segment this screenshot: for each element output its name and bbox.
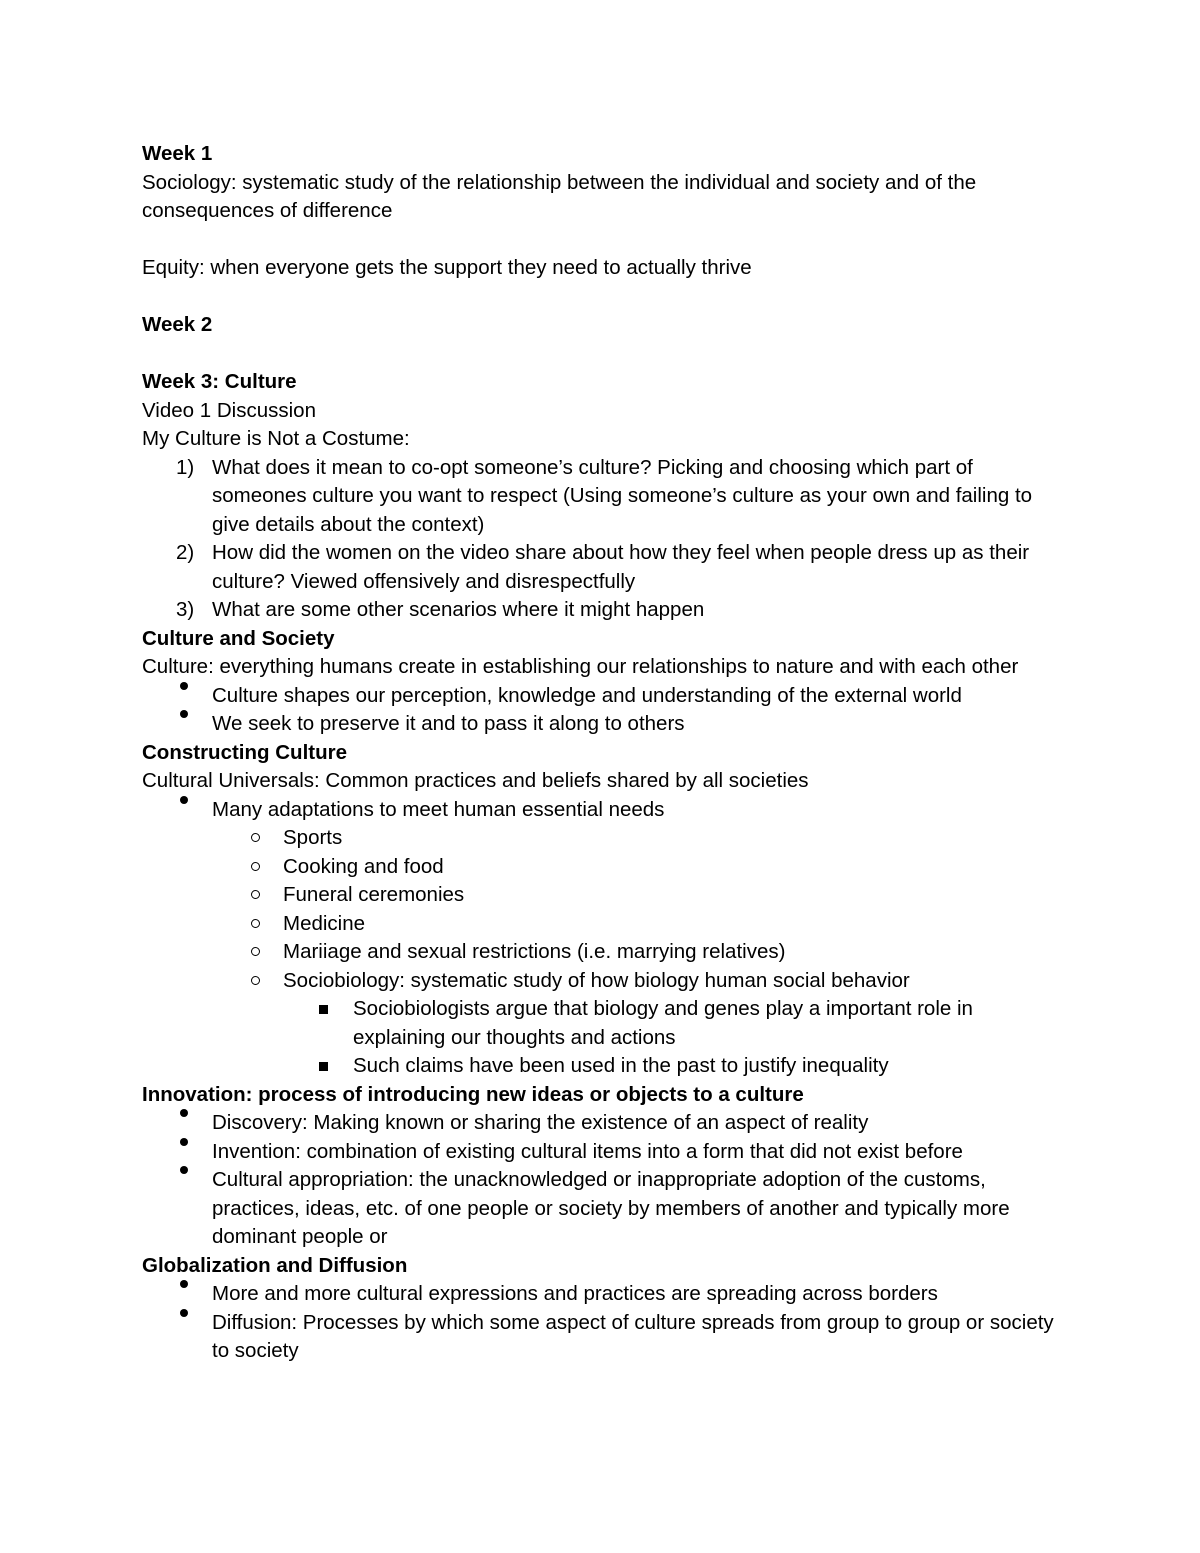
bullet-square-icon	[319, 1005, 328, 1014]
costume-label: My Culture is Not a Costume:	[142, 427, 410, 450]
bullet-item	[142, 1138, 1062, 1167]
sub-bullet-text: Sports	[283, 826, 343, 849]
list-item-text: What are some other scenarios where it might happen	[212, 598, 705, 621]
culture-definition: Culture: everything humans create in establishing our relationships to nature and with each other	[142, 655, 1019, 678]
sub-bullet-text: Sociobiology: systematic study of how biology human social behavior	[283, 968, 910, 992]
sub-bullet-item	[142, 881, 1062, 910]
sub-bullet-item	[142, 853, 1062, 882]
bullet-item	[142, 682, 1062, 711]
document-body	[142, 140, 1062, 1366]
bullet-text: Cultural appropriation: the unacknowledged or inappropriate adoption of the customs, practices, ideas, etc. of one people or society by members of another and typically more dominant people or	[212, 1168, 1010, 1248]
bullet-circle-icon	[251, 862, 260, 871]
bullet-dot-icon	[180, 1109, 188, 1117]
culture-society-heading: Culture and Society	[142, 626, 335, 650]
bullet-text: Invention: combination of existing cultural items into a form that did not exist before	[212, 1139, 963, 1163]
sociology-definition: Sociology: systematic study of the relationship between the individual and society and of the consequences of difference	[142, 170, 977, 222]
list-item-text: How did the women on the video share about how they feel when people dress up as their culture? Viewed offensively and disrespectfully	[212, 541, 1030, 593]
sub-bullet-item	[142, 938, 1062, 967]
bullet-square-icon	[319, 1062, 328, 1071]
bullet-dot-icon	[180, 682, 188, 690]
spacer	[142, 340, 1062, 369]
sub-sub-bullet-text: Sociobiologists argue that biology and genes play a important role in explaining our thoughts and actions	[353, 997, 973, 1049]
bullet-text: We seek to preserve it and to pass it along to others	[212, 712, 685, 735]
numbered-list-item	[142, 539, 1062, 596]
week3-heading: Week 3: Culture	[142, 370, 297, 393]
sub-sub-bullet-text: Such claims have been used in the past to justify inequality	[353, 1054, 889, 1077]
list-item-text: What does it mean to co-opt someone’s culture? Picking and choosing which part of someones culture you want to respect (Using someone’s culture as your own and failing to give details about the context)	[212, 455, 1033, 536]
sub-bullet-text: Funeral ceremonies	[283, 883, 465, 906]
bullet-dot-icon	[180, 1309, 188, 1317]
list-number: 3)	[176, 598, 195, 621]
sub-bullet-text: Medicine	[283, 911, 366, 935]
bullet-dot-icon	[180, 796, 188, 804]
sub-bullet-text: Cooking and food	[283, 854, 444, 878]
sub-bullet-item	[142, 824, 1062, 853]
bullet-circle-icon	[251, 833, 260, 842]
bullet-text: Discovery: Making known or sharing the existence of an aspect of reality	[212, 1111, 869, 1134]
bullet-item	[142, 1309, 1062, 1366]
bullet-text: Many adaptations to meet human essential needs	[212, 797, 665, 821]
bullet-item	[142, 1109, 1062, 1138]
spacer	[142, 283, 1062, 312]
list-number: 2)	[176, 541, 195, 564]
sub-bullet-text: Mariiage and sexual restrictions (i.e. marrying relatives)	[283, 940, 786, 963]
bullet-circle-icon	[251, 890, 260, 899]
bullet-item	[142, 796, 1062, 825]
bullet-circle-icon	[251, 919, 260, 928]
video-discussion-label: Video 1 Discussion	[142, 398, 316, 422]
week1-heading: Week 1	[142, 142, 213, 165]
sub-sub-bullet-item	[142, 995, 1062, 1052]
numbered-list-item	[142, 454, 1062, 540]
bullet-circle-icon	[251, 976, 260, 985]
equity-definition: Equity: when everyone gets the support they need to actually thrive	[142, 256, 752, 279]
bullet-item	[142, 1280, 1062, 1309]
sub-bullet-item	[142, 910, 1062, 939]
sub-sub-bullet-item	[142, 1052, 1062, 1081]
bullet-item	[142, 710, 1062, 739]
bullet-dot-icon	[180, 1138, 188, 1146]
bullet-text: More and more cultural expressions and practices are spreading across borders	[212, 1282, 938, 1305]
bullet-text: Diffusion: Processes by which some aspect of culture spreads from group to group or society to society	[212, 1310, 1054, 1362]
innovation-heading: Innovation: process of introducing new ideas or objects to a culture	[142, 1082, 804, 1106]
cultural-universals-definition: Cultural Universals: Common practices and beliefs shared by all societies	[142, 769, 809, 792]
bullet-dot-icon	[180, 1280, 188, 1288]
bullet-dot-icon	[180, 1166, 188, 1174]
list-number: 1)	[176, 455, 195, 479]
bullet-text: Culture shapes our perception, knowledge and understanding of the external world	[212, 683, 962, 707]
globalization-heading: Globalization and Diffusion	[142, 1253, 408, 1277]
bullet-dot-icon	[180, 710, 188, 718]
bullet-item	[142, 1166, 1062, 1252]
bullet-circle-icon	[251, 947, 260, 956]
constructing-culture-heading: Constructing Culture	[142, 740, 347, 764]
spacer	[142, 226, 1062, 255]
week2-heading: Week 2	[142, 313, 213, 336]
numbered-list-item	[142, 596, 1062, 625]
sub-bullet-item	[142, 967, 1062, 996]
